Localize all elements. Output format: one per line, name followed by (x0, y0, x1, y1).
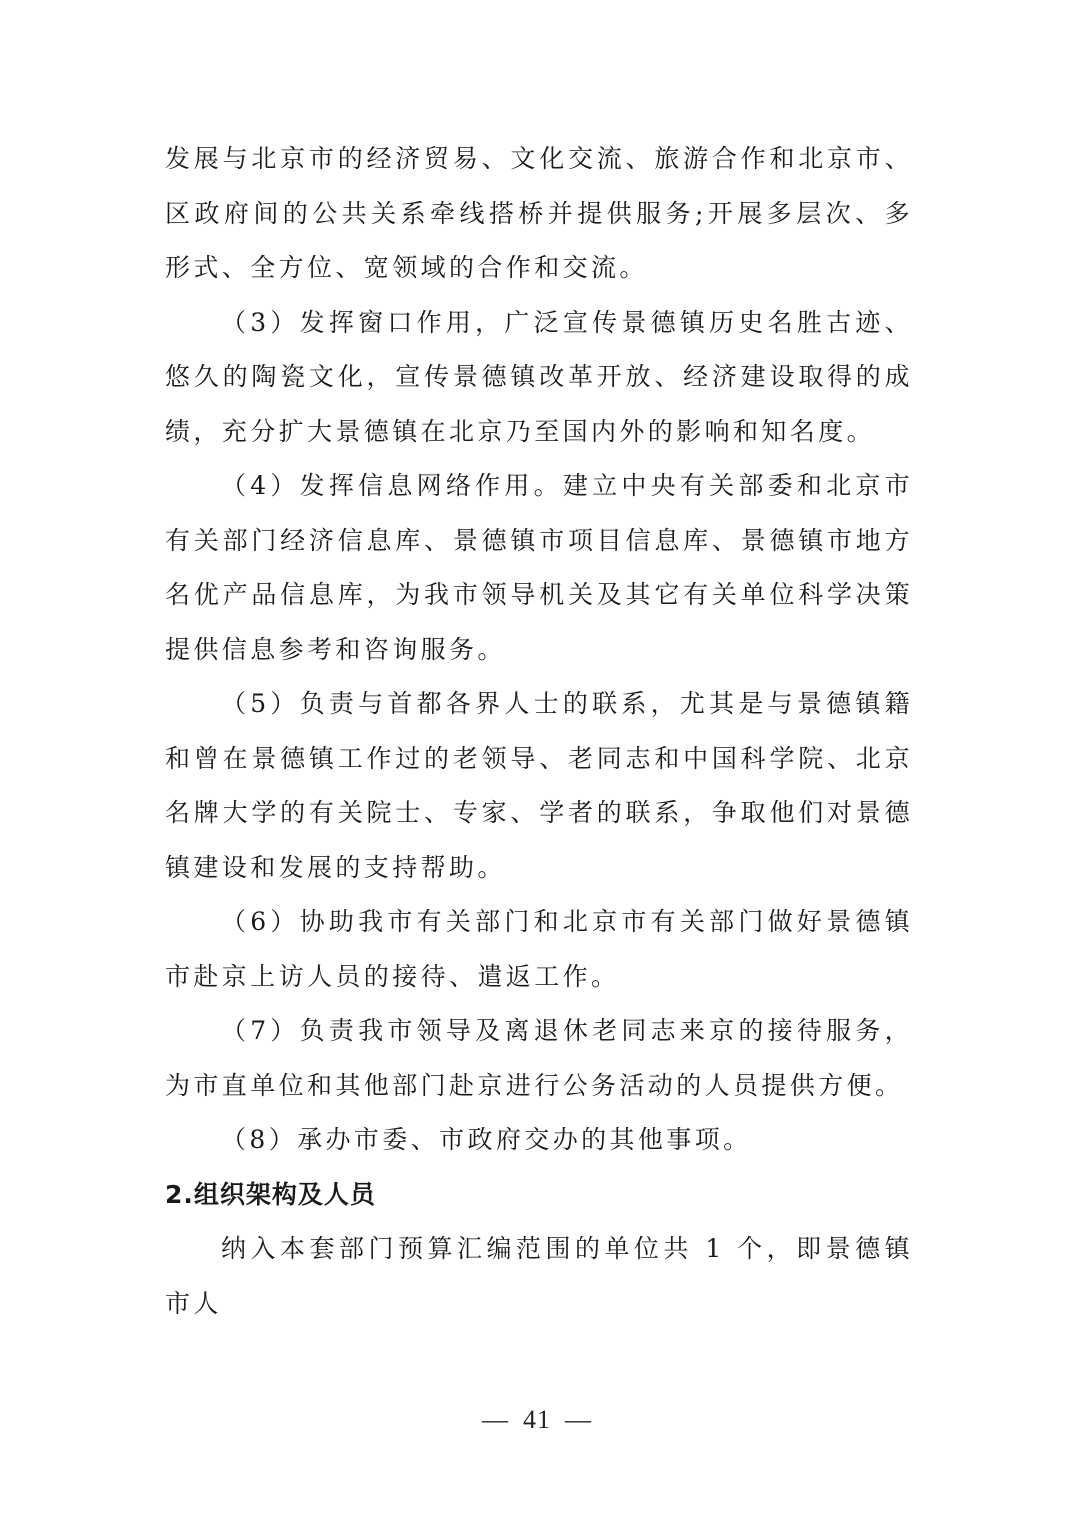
paragraph-item-4: （4）发挥信息网络作用。建立中央有关部委和北京市有关部门经济信息库、景德镇市项目信息库、景德镇市地方名优产品信息库，为我市领导机关及其它有关单位科学决策提供信息参考和咨询服务。 (165, 471, 913, 664)
document-body (165, 132, 913, 1331)
paragraph-item-7: （7）负责我市领导及离退休老同志来京的接待服务，为市直单位和其他部门赴京进行公务活动的人员提供方便。 (165, 1016, 913, 1100)
footer-dash-left: — (482, 1405, 509, 1434)
paragraph-item-5: （5）负责与首都各界人士的联系，尤其是与景德镇籍和曾在景德镇工作过的老领导、老同志和中国科学院、北京名牌大学的有关院士、专家、学者的联系，争取他们对景德镇建设和发展的支持帮助。 (165, 689, 913, 882)
paragraph-item-3: （3）发挥窗口作用，广泛宣传景德镇历史名胜古迹、悠久的陶瓷文化，宣传景德镇改革开放、经济建设取得的成绩，充分扩大景德镇在北京乃至国内外的影响和知名度。 (165, 307, 913, 446)
paragraph-item-6: （6）协助我市有关部门和北京市有关部门做好景德镇市赴京上访人员的接待、遣返工作。 (165, 907, 913, 991)
paragraph-after-heading: 纳入本套部门预算汇编范围的单位共 1 个，即景德镇市人 (165, 1234, 913, 1318)
page-number: 41 (523, 1405, 551, 1434)
paragraph-continued: 发展与北京市的经济贸易、文化交流、旅游合作和北京市、区政府间的公共关系牵线搭桥并提供服务;开展多层次、多形式、全方位、宽领域的合作和交流。 (165, 144, 913, 282)
footer-dash-right: — (565, 1405, 592, 1434)
section-heading: 2.组织架构及人员 (165, 1179, 376, 1209)
paragraph-item-8: （8）承办市委、市政府交办的其他事项。 (221, 1125, 752, 1154)
page-footer (0, 1405, 1074, 1435)
